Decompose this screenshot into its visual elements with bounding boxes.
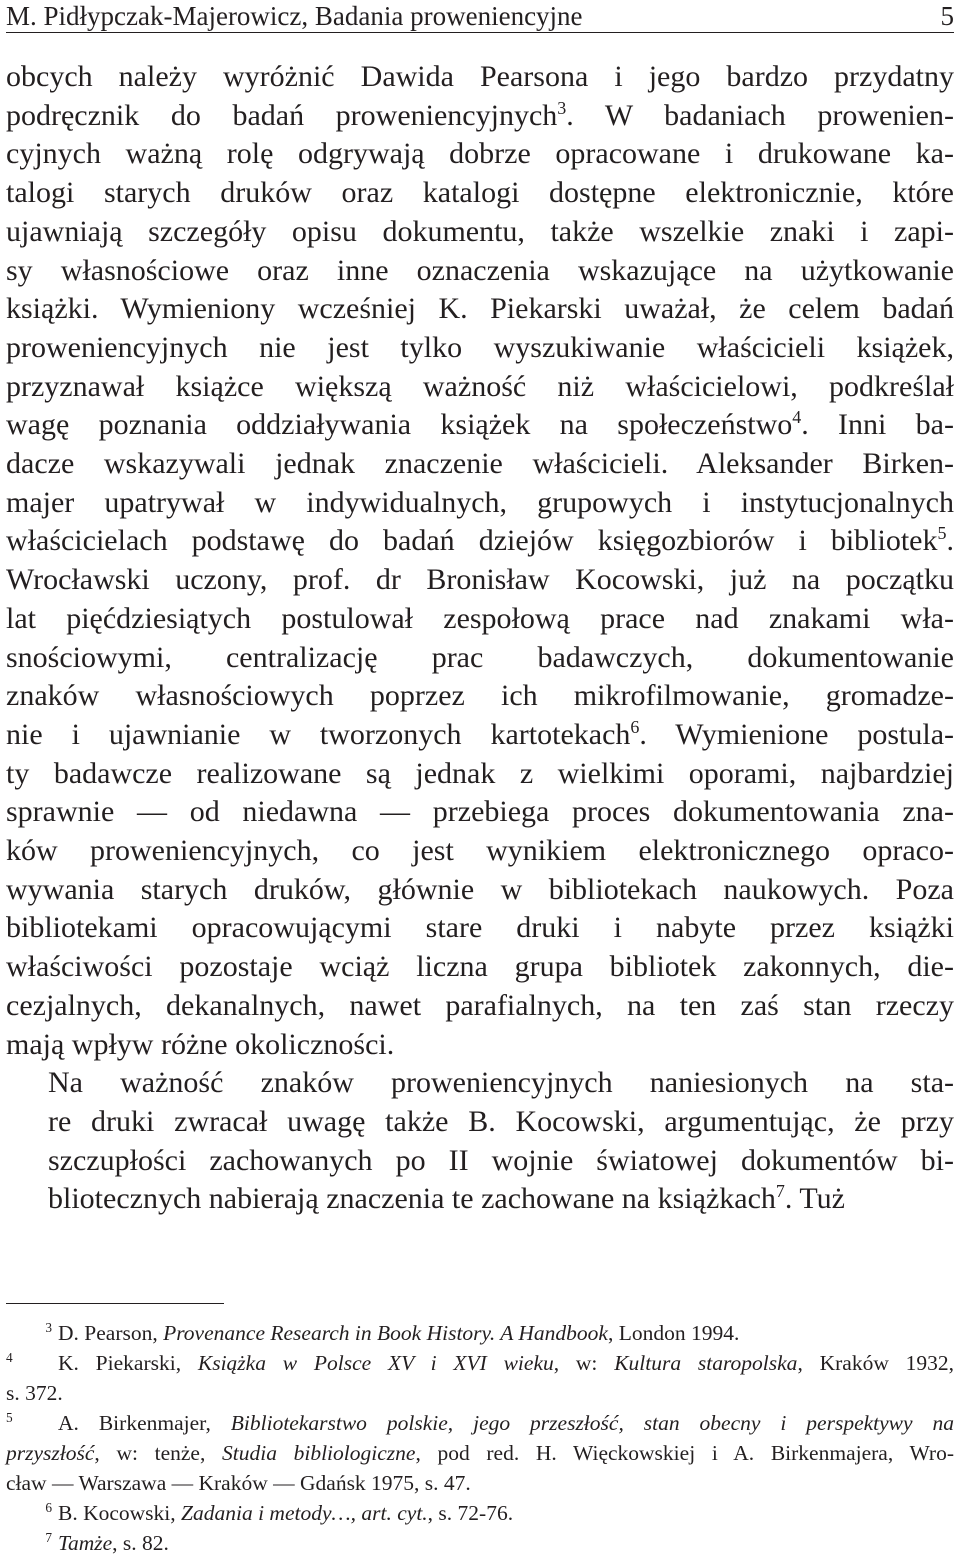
text-line: cezjalnych, dekanalnych, nawet parafialnych, na ten zaś stan rzeczy bbox=[6, 988, 954, 1022]
footnote-number: 7 bbox=[45, 1530, 52, 1546]
body-text bbox=[6, 58, 954, 1219]
text-line: właścicielach podstawę do badań dziejów księgozbiorów i bibliotek$^5$. bbox=[6, 523, 954, 558]
text-line: nie i ujawnianie w tworzonych kartotekach$^6$. Wymienione postula- bbox=[6, 716, 954, 751]
footnote-6: $^6$ B. Kocowski, Zadania i metody…, art. cyt., s. 72-76. bbox=[45, 1500, 514, 1525]
text-line: re druki zwracał uwagę także B. Kocowski, argumentując, że przy bbox=[48, 1104, 954, 1138]
footnote-3: $^3$ D. Pearson, Provenance Research in Book History. A Handbook, London 1994. bbox=[45, 1320, 740, 1345]
text-line: ty badawcze realizowane są jednak z wielkimi oporami, najbardziej bbox=[6, 756, 954, 790]
text-line: sprawnie — od niedawna — przebiega proces dokumentowania zna- bbox=[6, 795, 954, 829]
footnote-5: $^5$ A. Birkenmajer, Bibliotekarstwo polskie, jego przeszłość, stan obecny i perspektywy na przyszłość, w: tenże, Studia bibliologiczne, pod red. H. Więckowskiej i A. Birkenmajera, Wro- cław — Warszawa — Kraków — Gdańsk 1975, s. 47. bbox=[6, 1410, 954, 1495]
footnote-ref[interactable]: 7 bbox=[775, 1181, 785, 1202]
page-number: 5 bbox=[940, 1, 954, 31]
footnote-4: $^4$ K. Piekarski, Książka w Polsce XV i XVI wieku, w: Kultura staropolska, Kraków 1932, s. 372. bbox=[6, 1350, 955, 1405]
text-line: przyznawał książce większą ważność niż właścicielowi, podkreślał bbox=[6, 369, 954, 403]
text-line: dacze wskazywali jednak znaczenie właścicieli. Aleksander Birken- bbox=[6, 447, 954, 481]
text-line: podręcznik do badań proweniencyjnych$^3$. W badaniach prowenien- bbox=[6, 97, 954, 132]
footnote-number: 5 bbox=[6, 1410, 13, 1426]
text-line: Wrocławski uczony, prof. dr Bronisław Kocowski, już na początku bbox=[6, 563, 954, 597]
text-line: bliotecznych nabierają znaczenia te zachowane na książkach$^7$. Tuż bbox=[48, 1181, 845, 1216]
footnote-number: 4 bbox=[6, 1350, 13, 1366]
footnote-7: $^7$ Tamże, s. 82. bbox=[45, 1530, 169, 1555]
text-line: znaków własnościowych poprzez ich mikrofilmowanie, gromadze- bbox=[6, 679, 954, 713]
text-line: Na ważność znaków proweniencyjnych naniesionych na sta- bbox=[48, 1066, 954, 1100]
footnote-ref[interactable]: 3 bbox=[557, 97, 567, 118]
text-line: mają wpływ różne okoliczności. bbox=[6, 1027, 395, 1061]
text-line: wywania starych druków, głównie w bibliotekach naukowych. Poza bbox=[6, 872, 954, 906]
text-line: talogi starych druków oraz katalogi dostępne elektronicznie, które bbox=[6, 176, 954, 210]
footnote-number: 3 bbox=[45, 1320, 52, 1336]
text-line: książki. Wymieniony wcześniej K. Piekarski uważał, że celem badań bbox=[6, 292, 954, 326]
text-line: szczupłości zachowanych po II wojnie światowej dokumentów bi- bbox=[48, 1143, 954, 1177]
text-line: obcych należy wyróżnić Dawida Pearsona i jego bardzo przydatny bbox=[6, 60, 954, 93]
footnotes bbox=[6, 1318, 954, 1558]
footnote-ref[interactable]: 5 bbox=[937, 523, 947, 544]
footnote-ref[interactable]: 6 bbox=[630, 716, 640, 737]
footnote-ref[interactable]: 4 bbox=[792, 407, 802, 428]
text-line: majer upatrywał w indywidualnych, grupowych i instytucjonalnych bbox=[6, 485, 954, 519]
text-line: bibliotekami opracowującymi stare druki i nabyte przez książki bbox=[6, 911, 954, 945]
paragraph-2 bbox=[6, 1064, 954, 1219]
text-line: sy własnościowe oraz inne oznaczenia wskazujące na użytkowanie bbox=[6, 253, 954, 287]
text-line: cyjnych ważną rolę odgrywają dobrze opracowane i drukowane ka- bbox=[6, 137, 954, 171]
text-line: snościowymi, centralizację prac badawczych, dokumentowanie bbox=[6, 640, 954, 674]
running-head-title: M. Pidłypczak-Majerowicz, Badania proweniencyjne bbox=[6, 1, 583, 31]
text-line: ujawniają szczegóły opisu dokumentu, także wszelkie znaki i zapi- bbox=[6, 214, 954, 248]
text-line: wagę poznania oddziaływania książek na społeczeństwo$^4$. Inni ba- bbox=[6, 407, 954, 442]
running-head bbox=[6, 0, 954, 33]
text-line: właściwości pozostaje wciąż liczna grupa bibliotek zakonnych, die- bbox=[6, 950, 954, 984]
footnote-separator bbox=[6, 1303, 224, 1304]
footnote-number: 6 bbox=[45, 1500, 52, 1516]
text-line: proweniencyjnych nie jest tylko wyszukiwanie właścicieli książek, bbox=[6, 330, 954, 364]
paragraph-1 bbox=[6, 58, 954, 1064]
text-line: ków proweniencyjnych, co jest wynikiem elektronicznego opraco- bbox=[6, 834, 954, 868]
text-line: lat pięćdziesiątych postulował zespołową prace nad znakami wła- bbox=[6, 601, 954, 635]
